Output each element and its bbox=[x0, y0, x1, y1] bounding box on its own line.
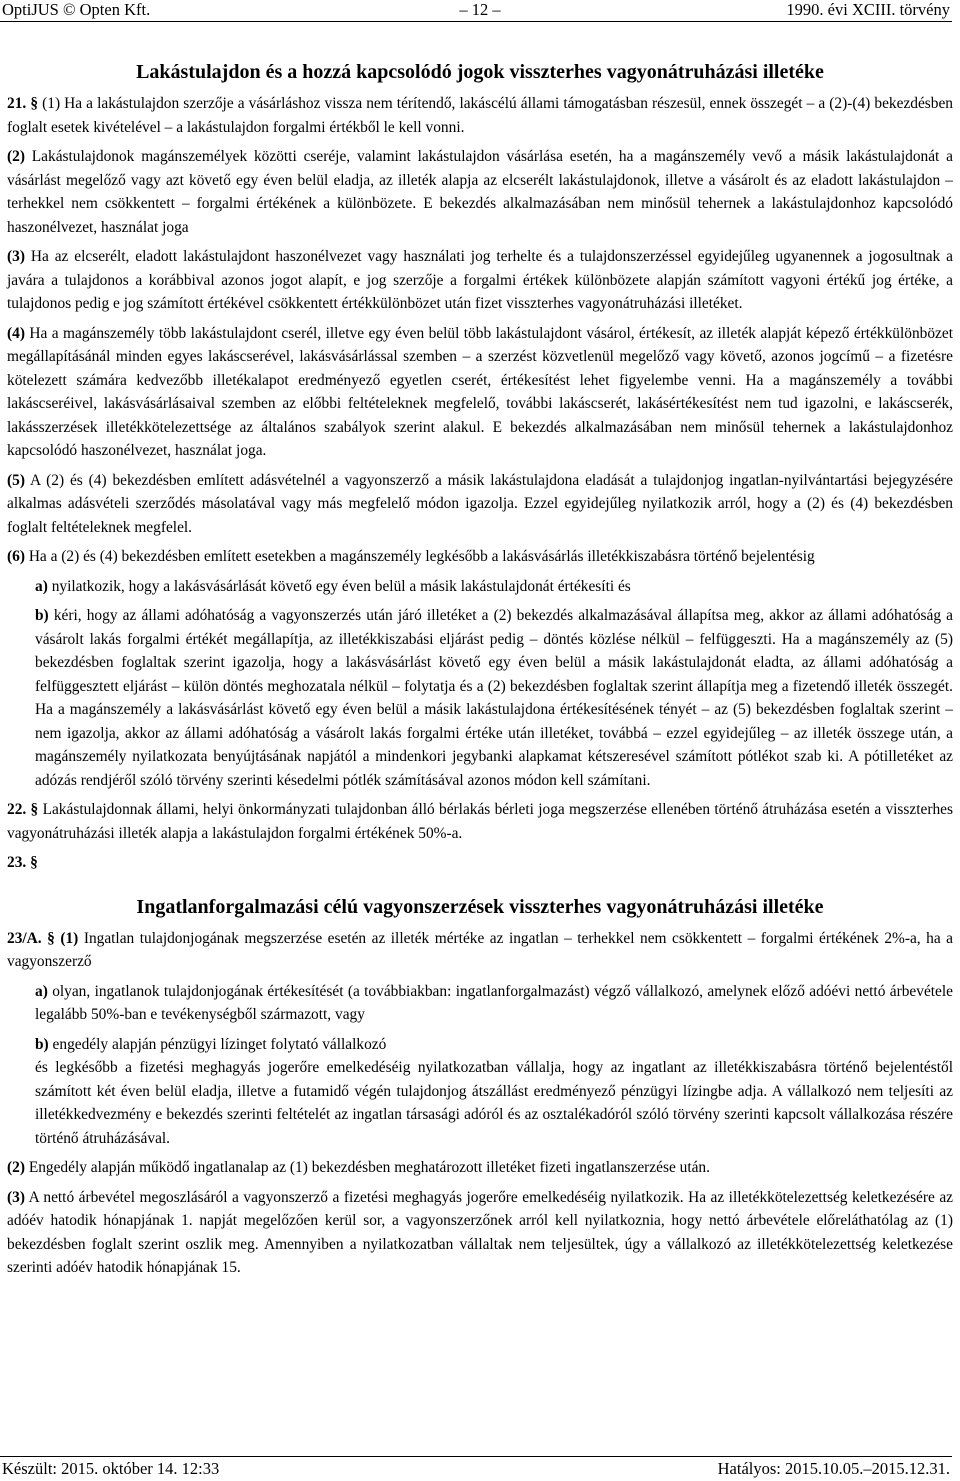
section-22 bbox=[7, 798, 953, 845]
section-21-para-6-point-a bbox=[35, 575, 953, 599]
publisher-label: OptiJUS © Opten Kft. bbox=[2, 0, 151, 19]
paragraph-text: Lakástulajdonnak állami, helyi önkormányzati tulajdonban álló bérlakás bérleti joga megszerzése ellenében történő átruházása esetén a visszterhes vagyonátruházási illeték alapja a lakástulajdon forgalmi értékének 50%-a. bbox=[7, 801, 953, 842]
point-text: engedély alapján pénzügyi lízinget folytató vállalkozó bbox=[52, 1035, 387, 1053]
paragraph-text: Lakástulajdonok magánszemélyek közötti cseréje, valamint lakástulajdon vásárlása esetén, ha a magánszemély vevő a másik lakástulajdonát a vásárlást megelőző vagy azt követő egy éven belül eladja, az illeték alapja az elcserélt lakástulajdonok, illetve a vásárolt és az eladott lakástulajdon – terhekkel nem csökkentett – forgalmi értékének a különbözete. E bekezdés alkalmazásában nem minősül tehernek a lakástulajdonhoz kapcsolódó haszonélvezet, használat joga bbox=[7, 148, 953, 236]
page-number: – 12 – bbox=[459, 0, 501, 19]
section-23a-para-1 bbox=[7, 927, 953, 974]
section-number-23: 23. § bbox=[7, 854, 38, 871]
section-21-para-2 bbox=[7, 145, 953, 239]
section-21-para-6-point-b bbox=[35, 604, 953, 792]
section-23a-para-1-point-b bbox=[35, 1033, 953, 1151]
law-title: 1990. évi XCIII. törvény bbox=[786, 0, 950, 19]
point-label: a) bbox=[35, 982, 48, 1000]
paragraph-number: (1) bbox=[60, 929, 79, 947]
section-23 bbox=[7, 851, 953, 875]
paragraph-text: A nettó árbevétel megoszlásáról a vagyonszerző a fizetési meghagyás jogerőre emelkedéséig nyilatkozik. Ha az illetékkötelezettség keletkezésére az adóév hatodik hónapjának 1. napját megelőzően kerül sor, a vagyonszerzőnek arról kell nyilatkoznia, hogy nettó árbevétele előreláthatólag az (1) bekezdésben foglalt szerint oszlik meg. Amennyiben a nyilatkozatban vállaltak nem teljesültek, úgy a vállalkozó az illetékkötelezettség keletkezése szerinti adóév hatodik hónapjának 15. bbox=[7, 1188, 953, 1276]
paragraph-number: (6) bbox=[7, 548, 25, 565]
point-label: a) bbox=[35, 577, 48, 595]
page-header bbox=[0, 0, 960, 22]
section-21-para-1 bbox=[7, 92, 953, 139]
paragraph-text: Ha a magánszemély több lakástulajdont cserél, illetve egy éven belül több lakástulajdont vásárol, értékesít, az illeték alapját képező értékkülönbözet megállapításánál minden egyes lakáscserével, lakásvásárlással szemben – a szerzést közvetlenül megelőző vagy követő, azonos jogcímű – a fizetésre kötelezett számára kedvezőbb illetékalapot eredményező egyetlen cserét, értékesítést lehet figyelembe venni. Ha a magánszemély a további lakáscseréivel, lakásvásárlásaival szemben az előbbi feltételeknek megfelelő, további lakáscserét, lakásértékesítést nem tud igazolni, e lakáscserék, lakásszerzések illetékkötelezettsége az általános szabályok szerint alakul. E bekezdés alkalmazásában nem minősül tehernek a lakástulajdonhoz kapcsolódó haszonélvezet, használat joga. bbox=[7, 324, 954, 459]
section-23a-para-3 bbox=[7, 1186, 953, 1280]
section-23a-para-2 bbox=[7, 1156, 953, 1180]
section-23a-para-1-point-a bbox=[35, 980, 953, 1027]
point-label: b) bbox=[35, 1035, 49, 1053]
footer-rule bbox=[0, 1456, 952, 1457]
paragraph-text: Engedély alapján működő ingatlanalap az (1) bekezdésben meghatározott illetéket fizeti ingatlanszerzése után. bbox=[28, 1159, 710, 1176]
section-21-para-5 bbox=[7, 469, 953, 540]
generated-date: Készült: 2015. október 14. 12:33 bbox=[2, 1459, 220, 1478]
section-number-23a: 23/A. § bbox=[7, 929, 55, 947]
section-number-22: 22. § bbox=[7, 801, 39, 818]
section-21-para-6 bbox=[7, 545, 953, 569]
paragraph-text: (1) Ha a lakástulajdon szerzője a vásárláshoz vissza nem térítendő, lakáscélú állami támogatásban részesül, ennek összegét – a (2)-(4) bekezdésben foglalt esetek kivételével – a lakástulajdon forgalmi értékből le kell vonni. bbox=[7, 95, 954, 136]
point-text: kéri, hogy az állami adóhatóság a vagyonszerzés után járó illetéket a (2) bekezdés alkalmazásával állapítsa meg, akkor az állami adóhatóság a vásárolt lakás forgalmi értékét megállapítja, az illetékkiszabási eljárást pedig – döntés közlése nélkül – felfüggeszti. Ha a magánszemély az (5) bekezdésben foglaltak szerint igazolja, hogy a lakásvásárlást követő egy éven belül a másik lakástulajdonát eladta, az állami adóhatóság a felfüggesztett eljárást – külön döntés meghozatala nélkül – folytatja és a (2) bekezdésben foglaltak szerint állapítja meg a fizetendő illeték összegét. Ha a magánszemély a lakásvásárlást követő egy éven belül a másik lakástulajdona értékesítésének tényét – az (5) bekezdésben foglaltak szerint – nem igazolja, akkor az állami adóhatóság a vásárolt lakás forgalmi értéke után illetéket, továbbá – ezzel egyidejűleg – az illeték összege után, a magánszemély nyilatkozata benyújtásának napjától a mindenkori jegybanki alapkamat kétszeresével számított pótlékot szab ki. A pótilletéket az adózás rendjéről szóló törvény szerinti késedelmi pótlék számításával azonos módon kell számítani. bbox=[35, 607, 953, 789]
paragraph-number: (3) bbox=[7, 248, 25, 265]
point-label: b) bbox=[35, 607, 49, 624]
continuation-text: és legkésőbb a fizetési meghagyás jogerőre emelkedéséig nyilatkozatban vállalja, hogy az ingatlant az illetékkiszabásra történő bejelentéstől számított két éven belül eladja, illetve a futamidő végén tulajdonjog átszállást eredményező pénzügyi lízingbe adja. A vállalkozó nem teljesíti az illetékkedvezmény e bekezdés szerinti feltételét az ingatlan társasági adóról és az osztalékadóról szóló törvény szerinti kapcsolt vállalkozása részére történő átruházásával. bbox=[35, 1059, 953, 1147]
paragraph-text: Ingatlan tulajdonjogának megszerzése esetén az illeték mértéke az ingatlan – terhekkel nem csökkentett – forgalmi értékének 2%-a, ha a vagyonszerző bbox=[7, 929, 953, 970]
paragraph-number: (3) bbox=[7, 1188, 25, 1206]
section-heading-real-estate: Ingatlanforgalmazási célú vagyonszerzések visszterhes vagyonátruházási illetéke bbox=[136, 895, 824, 918]
paragraph-text: Ha az elcserélt, eladott lakástulajdont haszonélvezet vagy használati jog terhelte és a tulajdonszerzéssel egyidejűleg ugyanennek a jogosultnak a javára a tulajdonos a korábbival azonos jogot alapít, e jog szerzője a forgalmi értékek különbözete alapján számított vagyoni értékű jog értéke, a tulajdonos pedig e jog számított értékével csökkentett értékkülönbözet után fizet visszterhes vagyonátruházási illetéket. bbox=[7, 248, 953, 312]
paragraph-number: (5) bbox=[7, 471, 25, 489]
paragraph-text: A (2) és (4) bekezdésben említett adásvételnél a vagyonszerző a másik lakástulajdona eladását a tulajdonjog ingatlan-nyilvántartási bejegyzésére alkalmas adásvételi szerződés másolatával vagy más megfelelő módon igazolja. Ezzel egyidejűleg nyilatkozik arról, hogy a (2) és (4) bekezdésben foglalt feltételeknek megfelel. bbox=[7, 471, 953, 536]
point-text: nyilatkozik, hogy a lakásvásárlását követő egy éven belül a másik lakástulajdonát értékesíti és bbox=[51, 577, 631, 595]
paragraph-number: (4) bbox=[7, 324, 25, 342]
section-heading-housing: Lakástulajdon és a hozzá kapcsolódó jogok visszterhes vagyonátruházási illetéke bbox=[136, 61, 824, 83]
paragraph-text: Ha a (2) és (4) bekezdésben említett esetekben a magánszemély legkésőbb a lakásvásárlás illetékkiszabásra történő bejelentésig bbox=[28, 548, 815, 565]
paragraph-number: (2) bbox=[7, 148, 25, 165]
effective-period: Hatályos: 2015.10.05.–2015.12.31. bbox=[717, 1459, 950, 1478]
section-number-21: 21. § bbox=[7, 95, 39, 112]
section-21-para-4 bbox=[7, 322, 953, 463]
point-text: olyan, ingatlanok tulajdonjogának értékesítését (a továbbiakban: ingatlanforgalmazást) végző vállalkozó, amelynek előző adóévi nettó árbevétele legalább 50%-ban e tevékenységből származott, vagy bbox=[35, 982, 953, 1023]
header-rule bbox=[0, 21, 952, 22]
section-21-para-3 bbox=[7, 245, 953, 316]
paragraph-number: (2) bbox=[7, 1159, 25, 1176]
page-footer bbox=[0, 1459, 960, 1481]
document-body bbox=[7, 58, 953, 1286]
